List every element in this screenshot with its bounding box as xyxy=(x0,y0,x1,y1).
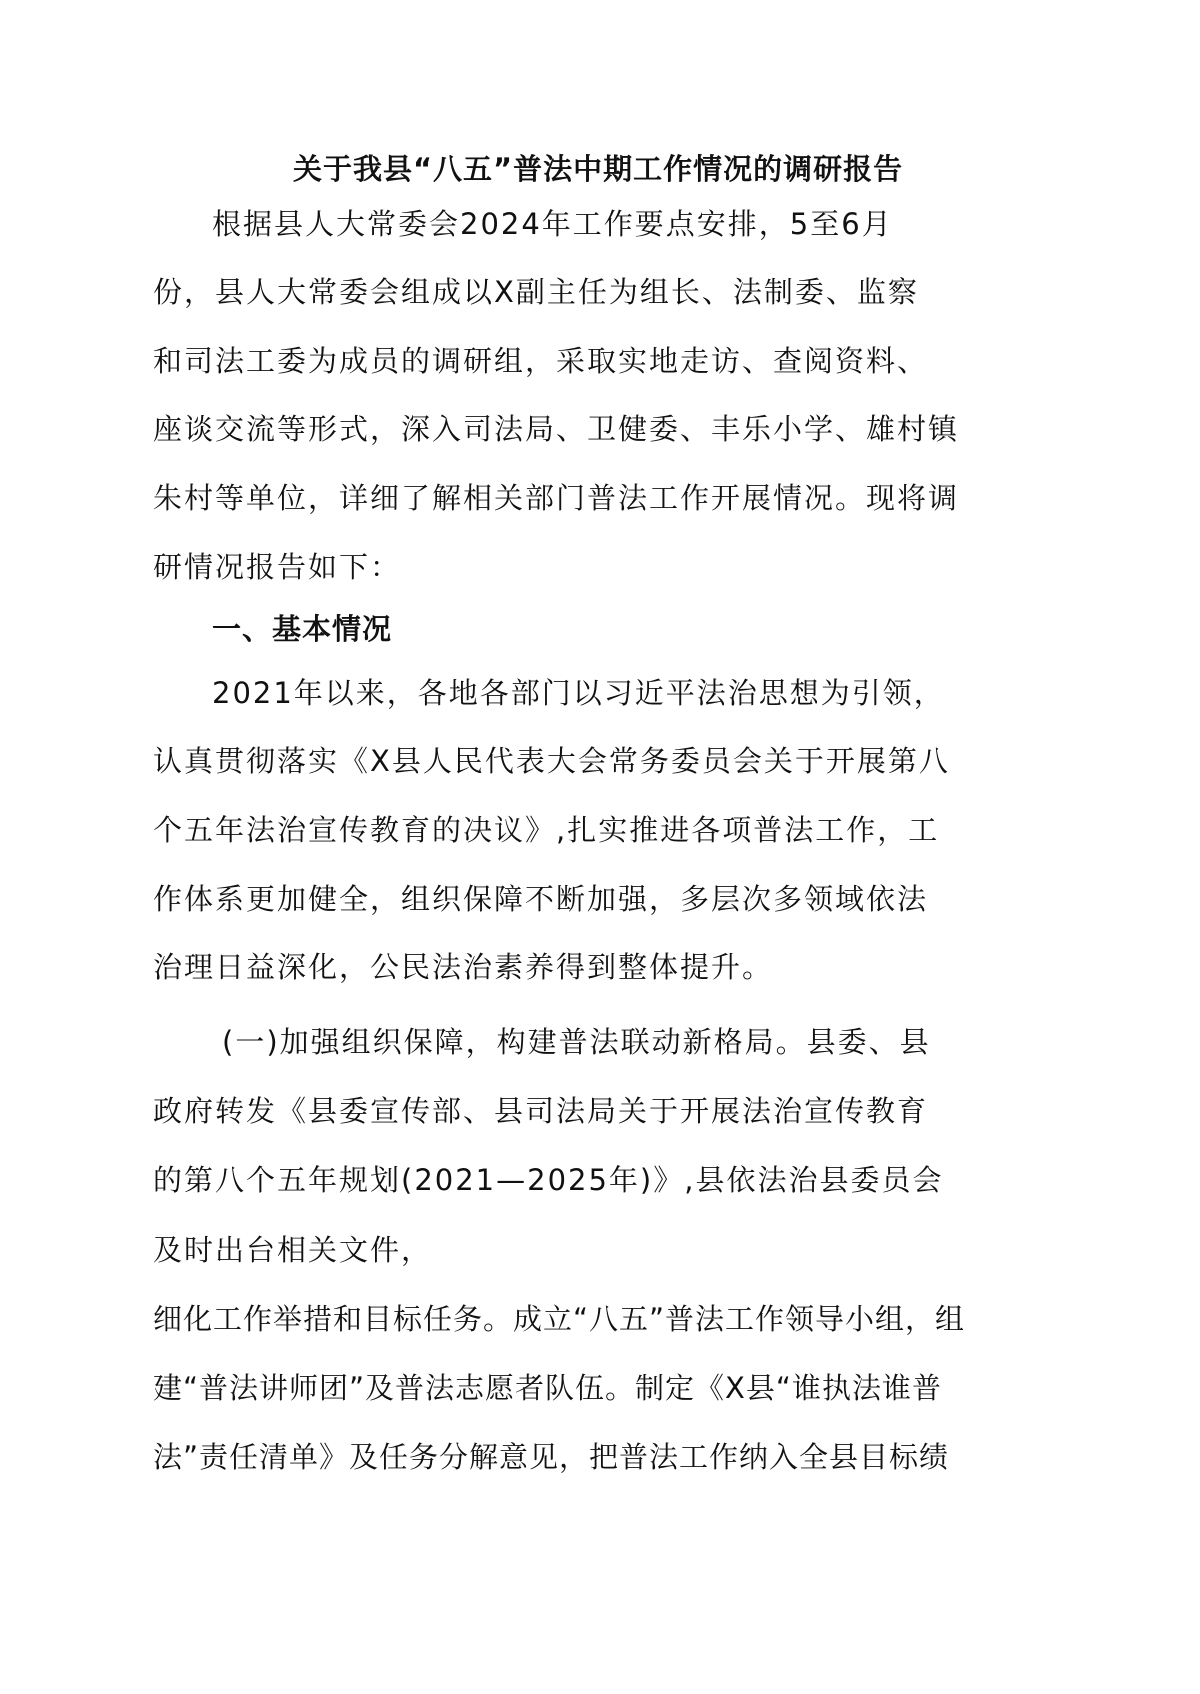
paragraph-line: 座谈交流等形式，深入司法局、卫健委、丰乐小学、雄村镇 xyxy=(153,412,960,446)
paragraph-line: 个五年法治宣传教育的决议》,扎实推进各项普法工作，工 xyxy=(153,813,940,847)
paragraph-line: 政府转发《县委宣传部、县司法局关于开展法治宣传教育 xyxy=(153,1094,929,1128)
paragraph-line: 认真贯彻落实《X县人民代表大会常务委员会关于开展第八 xyxy=(153,744,950,778)
paragraph-line: 2021年以来，各地各部门以习近平法治思想为引领， xyxy=(212,676,945,710)
paragraph-line: 作体系更加健全，组织保障不断加强，多层次多领域依法 xyxy=(153,882,929,916)
paragraph-line: 法”责任清单》及任务分解意见，把普法工作纳入全县目标绩 xyxy=(153,1440,950,1474)
paragraph-line: 建“普法讲师团”及普法志愿者队伍。制定《X县“谁执法谁普 xyxy=(153,1371,942,1405)
document-title: 关于我县“八五”普法中期工作情况的调研报告 xyxy=(293,152,904,186)
paragraph-line: 朱村等单位，详细了解相关部门普法工作开展情况。现将调 xyxy=(153,481,960,515)
paragraph-line: 治理日益深化，公民法治素养得到整体提升。 xyxy=(153,950,774,984)
paragraph-line: 根据县人大常委会2024年工作要点安排，5至6月 xyxy=(212,207,893,241)
paragraph-line: 的第八个五年规划(2021—2025年)》,县依法治县委员会 xyxy=(153,1163,944,1197)
paragraph-line: 及时出台相关文件， xyxy=(153,1233,433,1267)
section-heading: 一、基本情况 xyxy=(212,612,393,646)
paragraph-line: 细化工作举措和目标任务。成立“八五”普法工作领导小组，组 xyxy=(153,1302,966,1336)
paragraph-line: 和司法工委为成员的调研组，采取实地走访、查阅资料、 xyxy=(153,344,929,378)
paragraph-line: 份，县人大常委会组成以X副主任为组长、法制委、监察 xyxy=(153,275,919,309)
paragraph-line: 研情况报告如下： xyxy=(153,550,402,584)
subsection-line: (一)加强组织保障，构建普法联动新格局。县委、县 xyxy=(222,1025,931,1059)
